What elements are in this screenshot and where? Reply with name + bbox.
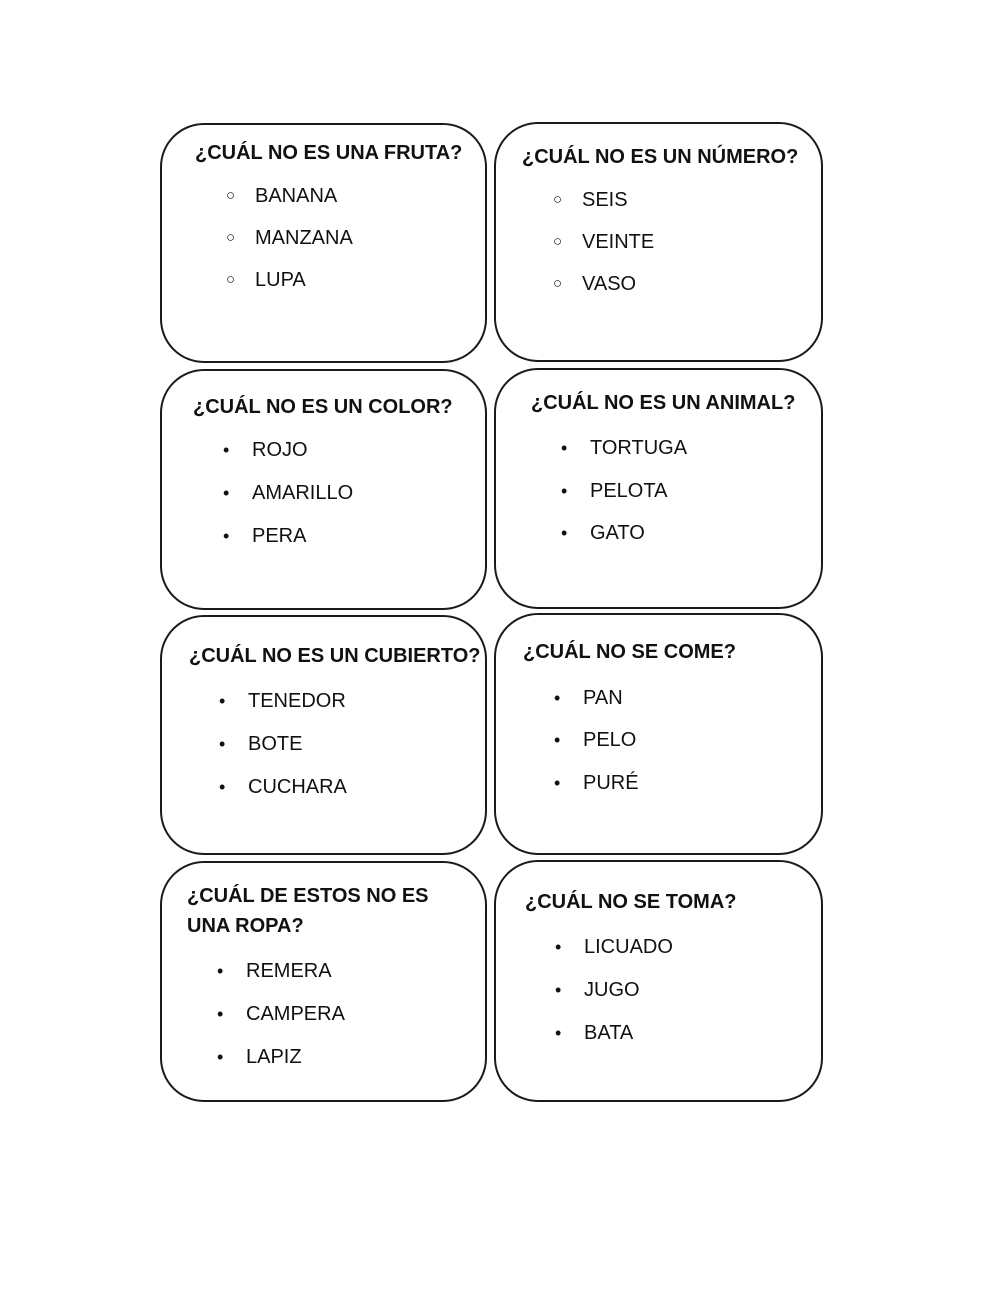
option-label: LAPIZ <box>246 1046 302 1068</box>
option-label: LICUADO <box>584 936 673 958</box>
question-title: ¿CUÁL NO ES UNA FRUTA? <box>195 142 463 164</box>
question-card-come <box>494 613 823 855</box>
question-title: ¿CUÁL NO SE TOMA? <box>525 891 737 913</box>
bullet-icon: • <box>561 481 568 501</box>
bullet-icon: • <box>217 1047 224 1067</box>
bullet-icon: • <box>561 438 568 458</box>
question-card-ropa <box>160 861 487 1102</box>
bullet-icon: • <box>223 526 230 546</box>
circle-bullet-icon: ○ <box>226 271 236 288</box>
bullet-icon: • <box>219 777 226 797</box>
bullet-icon: • <box>223 440 230 460</box>
question-title: ¿CUÁL NO ES UN COLOR? <box>193 396 453 418</box>
bullet-icon: • <box>554 773 561 793</box>
option-label: VASO <box>582 273 637 295</box>
option-label: BATA <box>584 1022 634 1044</box>
option-label: BANANA <box>255 185 338 207</box>
question-card-toma <box>494 860 823 1102</box>
bullet-icon: • <box>223 483 230 503</box>
option-label: BOTE <box>248 733 303 755</box>
bullet-icon: • <box>554 688 561 708</box>
bullet-icon: • <box>555 1023 562 1043</box>
option-label: PURÉ <box>583 772 639 794</box>
question-title: ¿CUÁL NO SE COME? <box>523 641 736 663</box>
option-label: CUCHARA <box>248 776 347 798</box>
question-title: ¿CUÁL NO ES UN NÚMERO? <box>522 146 799 168</box>
bullet-icon: • <box>219 734 226 754</box>
bullet-icon: • <box>217 961 224 981</box>
option-label: AMARILLO <box>252 482 354 504</box>
bullet-icon: • <box>561 523 568 543</box>
question-card-numero <box>494 122 823 362</box>
bullet-icon: • <box>555 937 562 957</box>
option-label: TORTUGA <box>590 437 688 459</box>
question-card-color <box>160 369 487 610</box>
bullet-icon: • <box>219 691 226 711</box>
bullet-icon: • <box>554 730 561 750</box>
option-label: VEINTE <box>582 231 655 253</box>
option-label: LUPA <box>255 269 306 291</box>
option-label: JUGO <box>584 979 640 1001</box>
circle-bullet-icon: ○ <box>226 187 236 204</box>
option-label: CAMPERA <box>246 1003 345 1025</box>
circle-bullet-icon: ○ <box>553 233 563 250</box>
question-title: ¿CUÁL NO ES UN CUBIERTO? <box>189 645 481 667</box>
option-label: PELO <box>583 729 637 751</box>
question-card-fruta <box>160 123 487 363</box>
option-label: PAN <box>583 687 623 709</box>
circle-bullet-icon: ○ <box>226 229 236 246</box>
option-label: ROJO <box>252 439 308 461</box>
option-label: TENEDOR <box>248 690 346 712</box>
option-label: PERA <box>252 525 307 547</box>
bullet-icon: • <box>217 1004 224 1024</box>
option-label: SEIS <box>582 189 628 211</box>
option-label: GATO <box>590 522 645 544</box>
question-title: ¿CUÁL NO ES UN ANIMAL? <box>531 392 796 414</box>
circle-bullet-icon: ○ <box>553 275 563 292</box>
bullet-icon: • <box>555 980 562 1000</box>
question-title: ¿CUÁL DE ESTOS NO ES UNA ROPA? <box>187 885 429 937</box>
question-card-animal <box>494 368 823 609</box>
circle-bullet-icon: ○ <box>553 191 563 208</box>
question-card-cubierto <box>160 615 487 855</box>
option-label: REMERA <box>246 960 332 982</box>
option-label: MANZANA <box>255 227 353 249</box>
option-label: PELOTA <box>590 480 668 502</box>
